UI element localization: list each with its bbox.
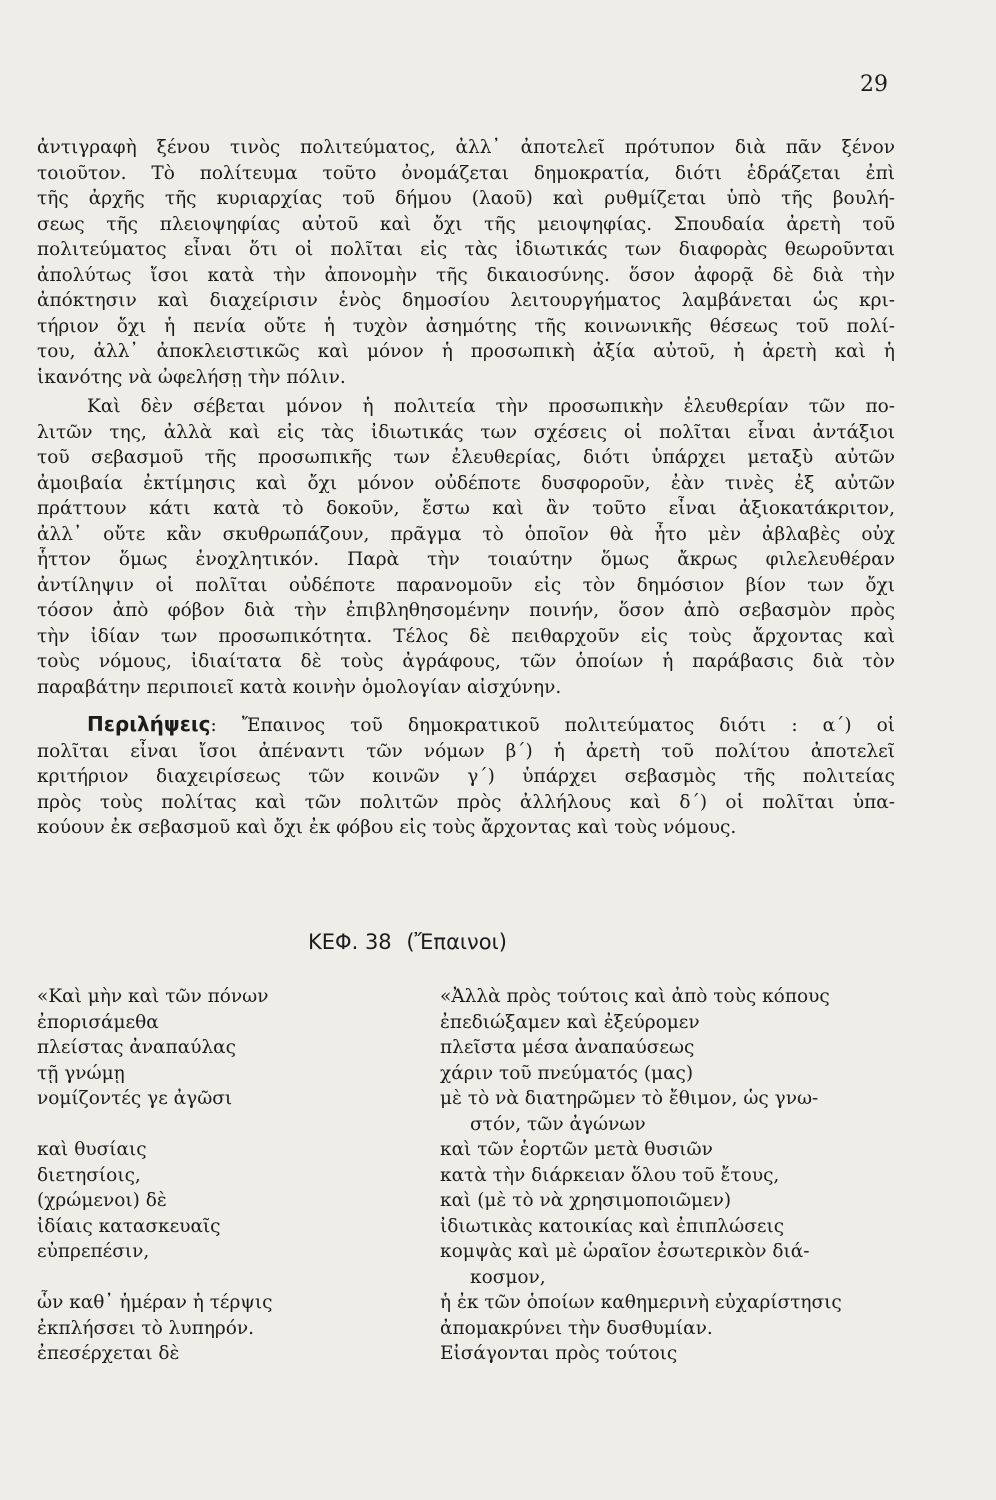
text-line: ἀλλ᾿ οὔτε κἂν σκυθρωπάζουν, πρᾶγμα τὸ ὁποῖον θὰ ἦτο μὲν ἀβλαβὲς οὐχ [37, 523, 895, 545]
text-line: πολιτεύματος εἶναι ὅτι οἱ πολῖται εἰς τὰς ἰδιωτικάς των διαφορὰς θεωροῦνται [37, 239, 895, 260]
paragraph-1 [37, 135, 895, 390]
poem-translation-column [440, 984, 895, 1367]
summary-section [37, 712, 895, 841]
poem-line: «Καὶ μὴν καὶ τῶν πόνων [37, 986, 269, 1007]
summary-label: Περιλήψεις [87, 712, 211, 736]
poem-line: διετησίοις, [37, 1164, 141, 1186]
text-line: τήριον ὄχι ἡ πενία οὔτε ἡ τυχὸν ἀσημότης τῆς κοινωνικῆς θέσεως τοῦ πολί- [37, 315, 895, 337]
poem-line: κατὰ τὴν διάρκειαν ὅλου τοῦ ἔτους, [440, 1164, 780, 1186]
poem-line: πλείστας ἀναπαύλας [37, 1037, 237, 1058]
poem-line: ἐπεσέρχεται δὲ [37, 1343, 180, 1364]
poem-line: χάριν τοῦ πνεύματός (μας) [440, 1062, 694, 1084]
text-line: ἀμοιβαία ἐκτίμησις καὶ ὄχι μόνον οὐδέποτε δυσφοροῦν, ἐὰν τινὲς ἐξ αὐτῶν [37, 472, 895, 494]
main-text [37, 135, 895, 841]
text-line: κούουν ἐκ σεβασμοῦ καὶ ὄχι ἐκ φόβου εἰς τοὺς ἄρχοντας καὶ τοὺς νόμους. [37, 817, 737, 838]
text-line: κριτήριον διαχειρίσεως τῶν κοινῶν γ΄) ὑπάρχει σεβασμὸς τῆς πολιτείας [37, 766, 895, 787]
text-line: ἱκανότης νὰ ὠφελήσῃ τὴν πόλιν. [37, 366, 346, 388]
text-line: τοιοῦτον. Τὸ πολίτευμα τοῦτο ὀνομάζεται δημοκρατία, διότι ἑδράζεται ἐπὶ [37, 162, 895, 184]
poem-line: ἰδίαις κατασκευαῖς [37, 1215, 221, 1237]
chapter-number: 38 [364, 930, 392, 954]
text-line: παραβάτην περιποιεῖ κατὰ κοινὴν ὁμολογίαν αἰσχύνην. [37, 676, 562, 698]
poem-line: κοσμον, [470, 1266, 546, 1288]
poem-line: εὐπρεπέσιν, [37, 1241, 150, 1262]
summary-first-line [37, 712, 895, 739]
paragraph-2 [37, 394, 895, 700]
poem-line: ἐπορισάμεθα [37, 1011, 159, 1033]
summary-intro: : Ἔπαινος τοῦ δημοκρατικοῦ πολιτεύματος διότι : α΄) οἱ [210, 715, 895, 736]
text-line: Καὶ δὲν σέβεται μόνον ἡ πολιτεία τὴν προσωπικὴν ἐλευθερίαν τῶν πο- [87, 396, 895, 417]
text-line: ἀπολύτως ἴσοι κατὰ τὴν ἀπονομὴν τῆς δικαιοσύνης. ὅσον ἀφορᾷ δὲ διὰ τὴν [37, 264, 895, 286]
poem-line: ἰδιωτικὰς κατοικίας καὶ ἐπιπλώσεις [440, 1215, 785, 1237]
chapter-prefix: ΚΕΦ. [308, 930, 359, 954]
text-line: τοῦ σεβασμοῦ τῆς προσωπικῆς των ἐλευθερίας, διότι ὑπάρχει μεταξὺ αὐτῶν [37, 447, 895, 468]
text-line: πράττουν κάτι κατὰ τὸ δοκοῦν, ἔστω καὶ ἂν τοῦτο εἶναι ἀξιοκατάκριτον, [37, 498, 895, 519]
chapter-heading [308, 930, 507, 954]
text-line: τόσον ἀπὸ φόβον διὰ τὴν ἐπιβληθησομένην ποινήν, ὅσον ἀπὸ σεβασμὸν πρὸς [37, 600, 895, 621]
poem-line: καὶ τῶν ἑορτῶν μετὰ θυσιῶν [440, 1139, 713, 1160]
poem-line: ὧν καθ᾿ ἡμέραν ἡ τέρψις [37, 1292, 273, 1313]
poem-line: «Ἀλλὰ πρὸς τούτοις καὶ ἀπὸ τοὺς κόπους [440, 986, 830, 1007]
text-line: ἀπόκτησιν καὶ διαχείρισιν ἑνὸς δημοσίου λειτουργήματος λαμβάνεται ὡς κρι- [37, 290, 895, 311]
text-line: ἧττον ὅμως ἐνοχλητικόν. Παρὰ τὴν τοιαύτην ὅμως ἄκρως φιλελευθέραν [37, 549, 895, 570]
poem-line: καὶ (μὲ τὸ νὰ χρησιμοποιῶμεν) [440, 1190, 732, 1211]
text-line: λιτῶν της, ἀλλὰ καὶ εἰς τὰς ἰδιωτικάς των σχέσεις οἱ πολῖται εἶναι ἀντάξιοι [37, 421, 895, 443]
poem-line: τῇ γνώμῃ [37, 1062, 125, 1084]
poem-line: (χρώμενοι) δὲ [37, 1190, 167, 1211]
text-line: του, ἀλλ᾿ ἀποκλειστικῶς καὶ μόνον ἡ προσωπικὴ ἀξία αὐτοῦ, ἡ ἀρετὴ καὶ ἡ [37, 341, 895, 362]
poem-original-column [37, 984, 407, 1367]
text-line: ἀντίληψιν οἱ πολῖται οὐδέποτε παρανομοῦν εἰς τὸν δημόσιον βίον των ὄχι [37, 574, 895, 596]
poem-line: ἐκπλήσσει τὸ λυπηρόν. [37, 1317, 255, 1339]
poem-line: ἀπομακρύνει τὴν δυσθυμίαν. [440, 1317, 713, 1339]
text-line: τῆς ἀρχῆς τῆς κυριαρχίας τοῦ δήμου (λαοῦ) καὶ ρυθμίζεται ὑπὸ τῆς βουλή- [37, 188, 895, 209]
poem-line: κομψὰς καὶ μὲ ὡραῖον ἐσωτερικὸν διά- [440, 1241, 810, 1262]
text-line: πολῖται εἶναι ἴσοι ἀπέναντι τῶν νόμων β΄) ἡ ἀρετὴ τοῦ πολίτου ἀποτελεῖ [37, 740, 895, 762]
chapter-title: (Ἔπαινοι) [406, 930, 507, 954]
poem-line: Εἰσάγονται πρὸς τούτοις [440, 1343, 678, 1364]
poem-line: πλεῖστα μέσα ἀναπαύσεως [440, 1037, 695, 1058]
text-line: πρὸς τοὺς πολίτας καὶ τῶν πολιτῶν πρὸς ἀλλήλους καὶ δ΄) οἱ πολῖται ὑπα- [37, 791, 895, 813]
text-line: ἀντιγραφὴ ξένου τινὸς πολιτεύματος, ἀλλ᾿ ἀποτελεῖ πρότυπον διὰ πᾶν ξένον [37, 137, 895, 158]
text-line: τὴν ἰδίαν των προσωπικότητα. Τέλος δὲ πειθαρχοῦν εἰς τοὺς ἄρχοντας καὶ [37, 625, 895, 647]
poem-line: νομίζοντές γε ἀγῶσι [37, 1088, 233, 1109]
text-line: τοὺς νόμους, ἰδιαίτατα δὲ τοὺς ἀγράφους, τῶν ὁποίων ἡ παράβασις διὰ τὸν [37, 651, 895, 672]
poem-line: ἡ ἐκ τῶν ὁποίων καθημερινὴ εὐχαρίστησις [440, 1292, 842, 1313]
text-line: σεως τῆς πλειοψηφίας αὐτοῦ καὶ ὄχι τῆς μειοψηφίας. Σπουδαία ἀρετὴ τοῦ [37, 213, 895, 235]
poem-line: ἐπεδιώξαμεν καὶ ἐξεύρομεν [440, 1011, 700, 1033]
poem-line: μὲ τὸ νὰ διατηρῶμεν τὸ ἔθιμον, ὡς γνω- [440, 1088, 819, 1109]
page-number: 29 [860, 72, 888, 97]
poem-line: καὶ θυσίαις [37, 1139, 147, 1160]
poem-line: στόν, τῶν ἀγώνων [470, 1113, 646, 1135]
